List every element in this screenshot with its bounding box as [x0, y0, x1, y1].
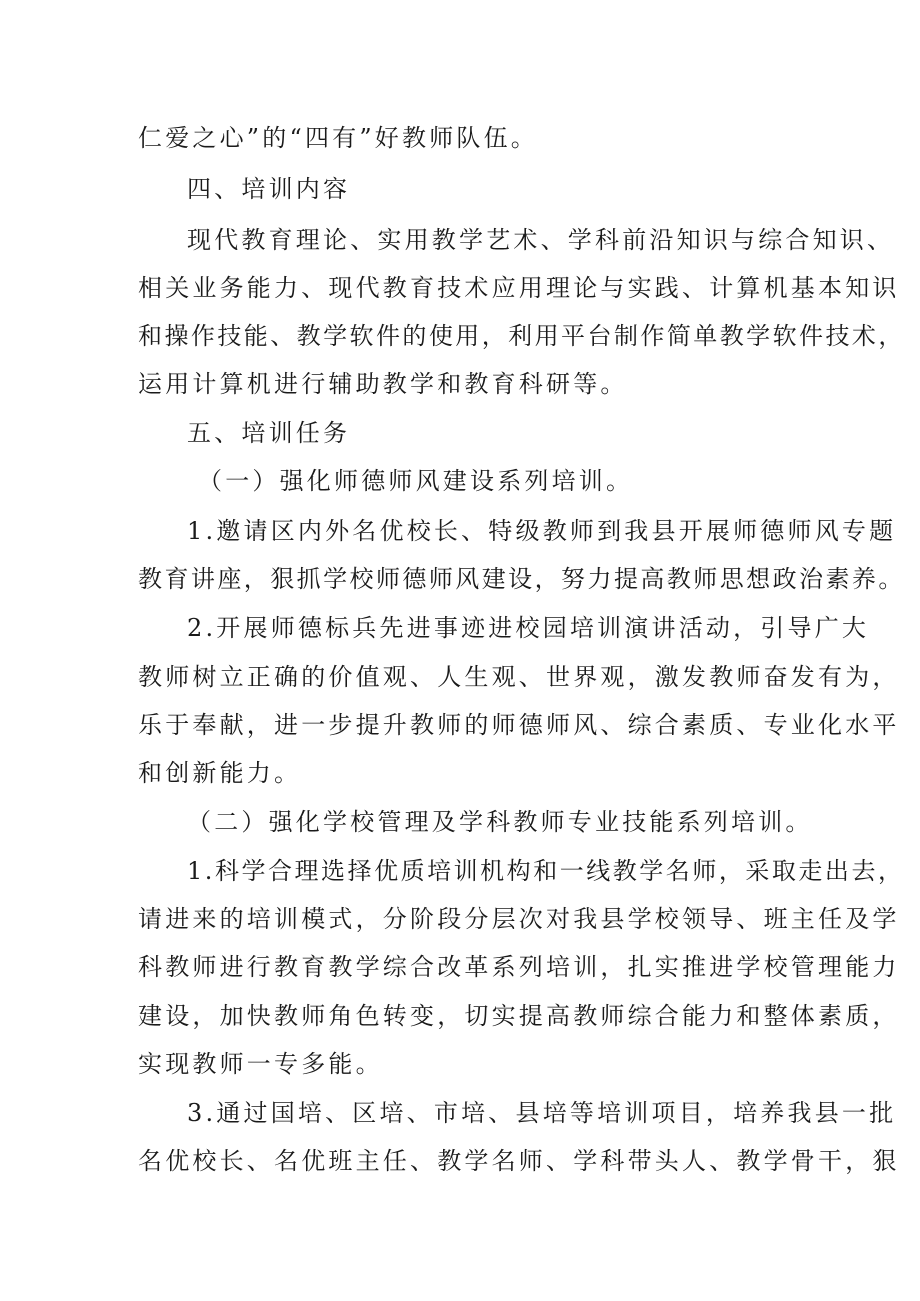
subsection-heading: （二）强化学校管理及学科教师专业技能系列培训。 — [187, 808, 813, 836]
body-text-line: 名优校长、名优班主任、教学名师、学科带头人、教学骨干，狠 — [138, 1147, 900, 1175]
body-text-line: 科教师进行教育教学综合改革系列培训，扎实推进学校管理能力 — [138, 953, 900, 981]
subsection-heading: （一）强化师德师风建设系列培训。 — [198, 467, 634, 495]
body-text-line: 教师树立正确的价值观、人生观、世界观，激发教师奋发有为， — [138, 663, 900, 691]
body-text-line: 仁爱之心”的“四有”好教师队伍。 — [138, 124, 539, 152]
body-text-line: 和创新能力。 — [138, 759, 302, 787]
body-text-line: 实现教师一专多能。 — [138, 1050, 383, 1078]
body-text-line: 3.通过国培、区培、市培、县培等培训项目，培养我县一批 — [187, 1099, 897, 1127]
body-text-line: 请进来的培训模式，分阶段分层次对我县学校领导、班主任及学 — [138, 905, 900, 933]
section-heading: 四、培训内容 — [187, 175, 351, 203]
body-text-line: 乐于奉献，进一步提升教师的师德师风、综合素质、专业化水平 — [138, 711, 900, 739]
body-text-line: 2.开展师德标兵先进事迹进校园培训演讲活动，引导广大 — [187, 614, 870, 642]
body-text-line: 教育讲座，狠抓学校师德师风建设，努力提高教师思想政治素养。 — [138, 565, 905, 593]
body-text-line: 现代教育理论、实用教学艺术、学科前沿知识与综合知识、 — [187, 226, 895, 254]
body-text-line: 和操作技能、教学软件的使用，利用平台制作简单教学软件技术， — [138, 322, 905, 350]
body-text-line: 建设，加快教师角色转变，切实提高教师综合能力和整体素质， — [138, 1002, 900, 1030]
body-text-line: 1.科学合理选择优质培训机构和一线教学名师，采取走出去， — [187, 857, 905, 885]
body-text-line: 相关业务能力、现代教育技术应用理论与实践、计算机基本知识 — [138, 274, 900, 302]
body-text-line: 运用计算机进行辅助教学和教育科研等。 — [138, 370, 628, 398]
section-heading: 五、培训任务 — [187, 419, 351, 447]
body-text-line: 1.邀请区内外名优校长、特级教师到我县开展师德师风专题 — [187, 517, 897, 545]
